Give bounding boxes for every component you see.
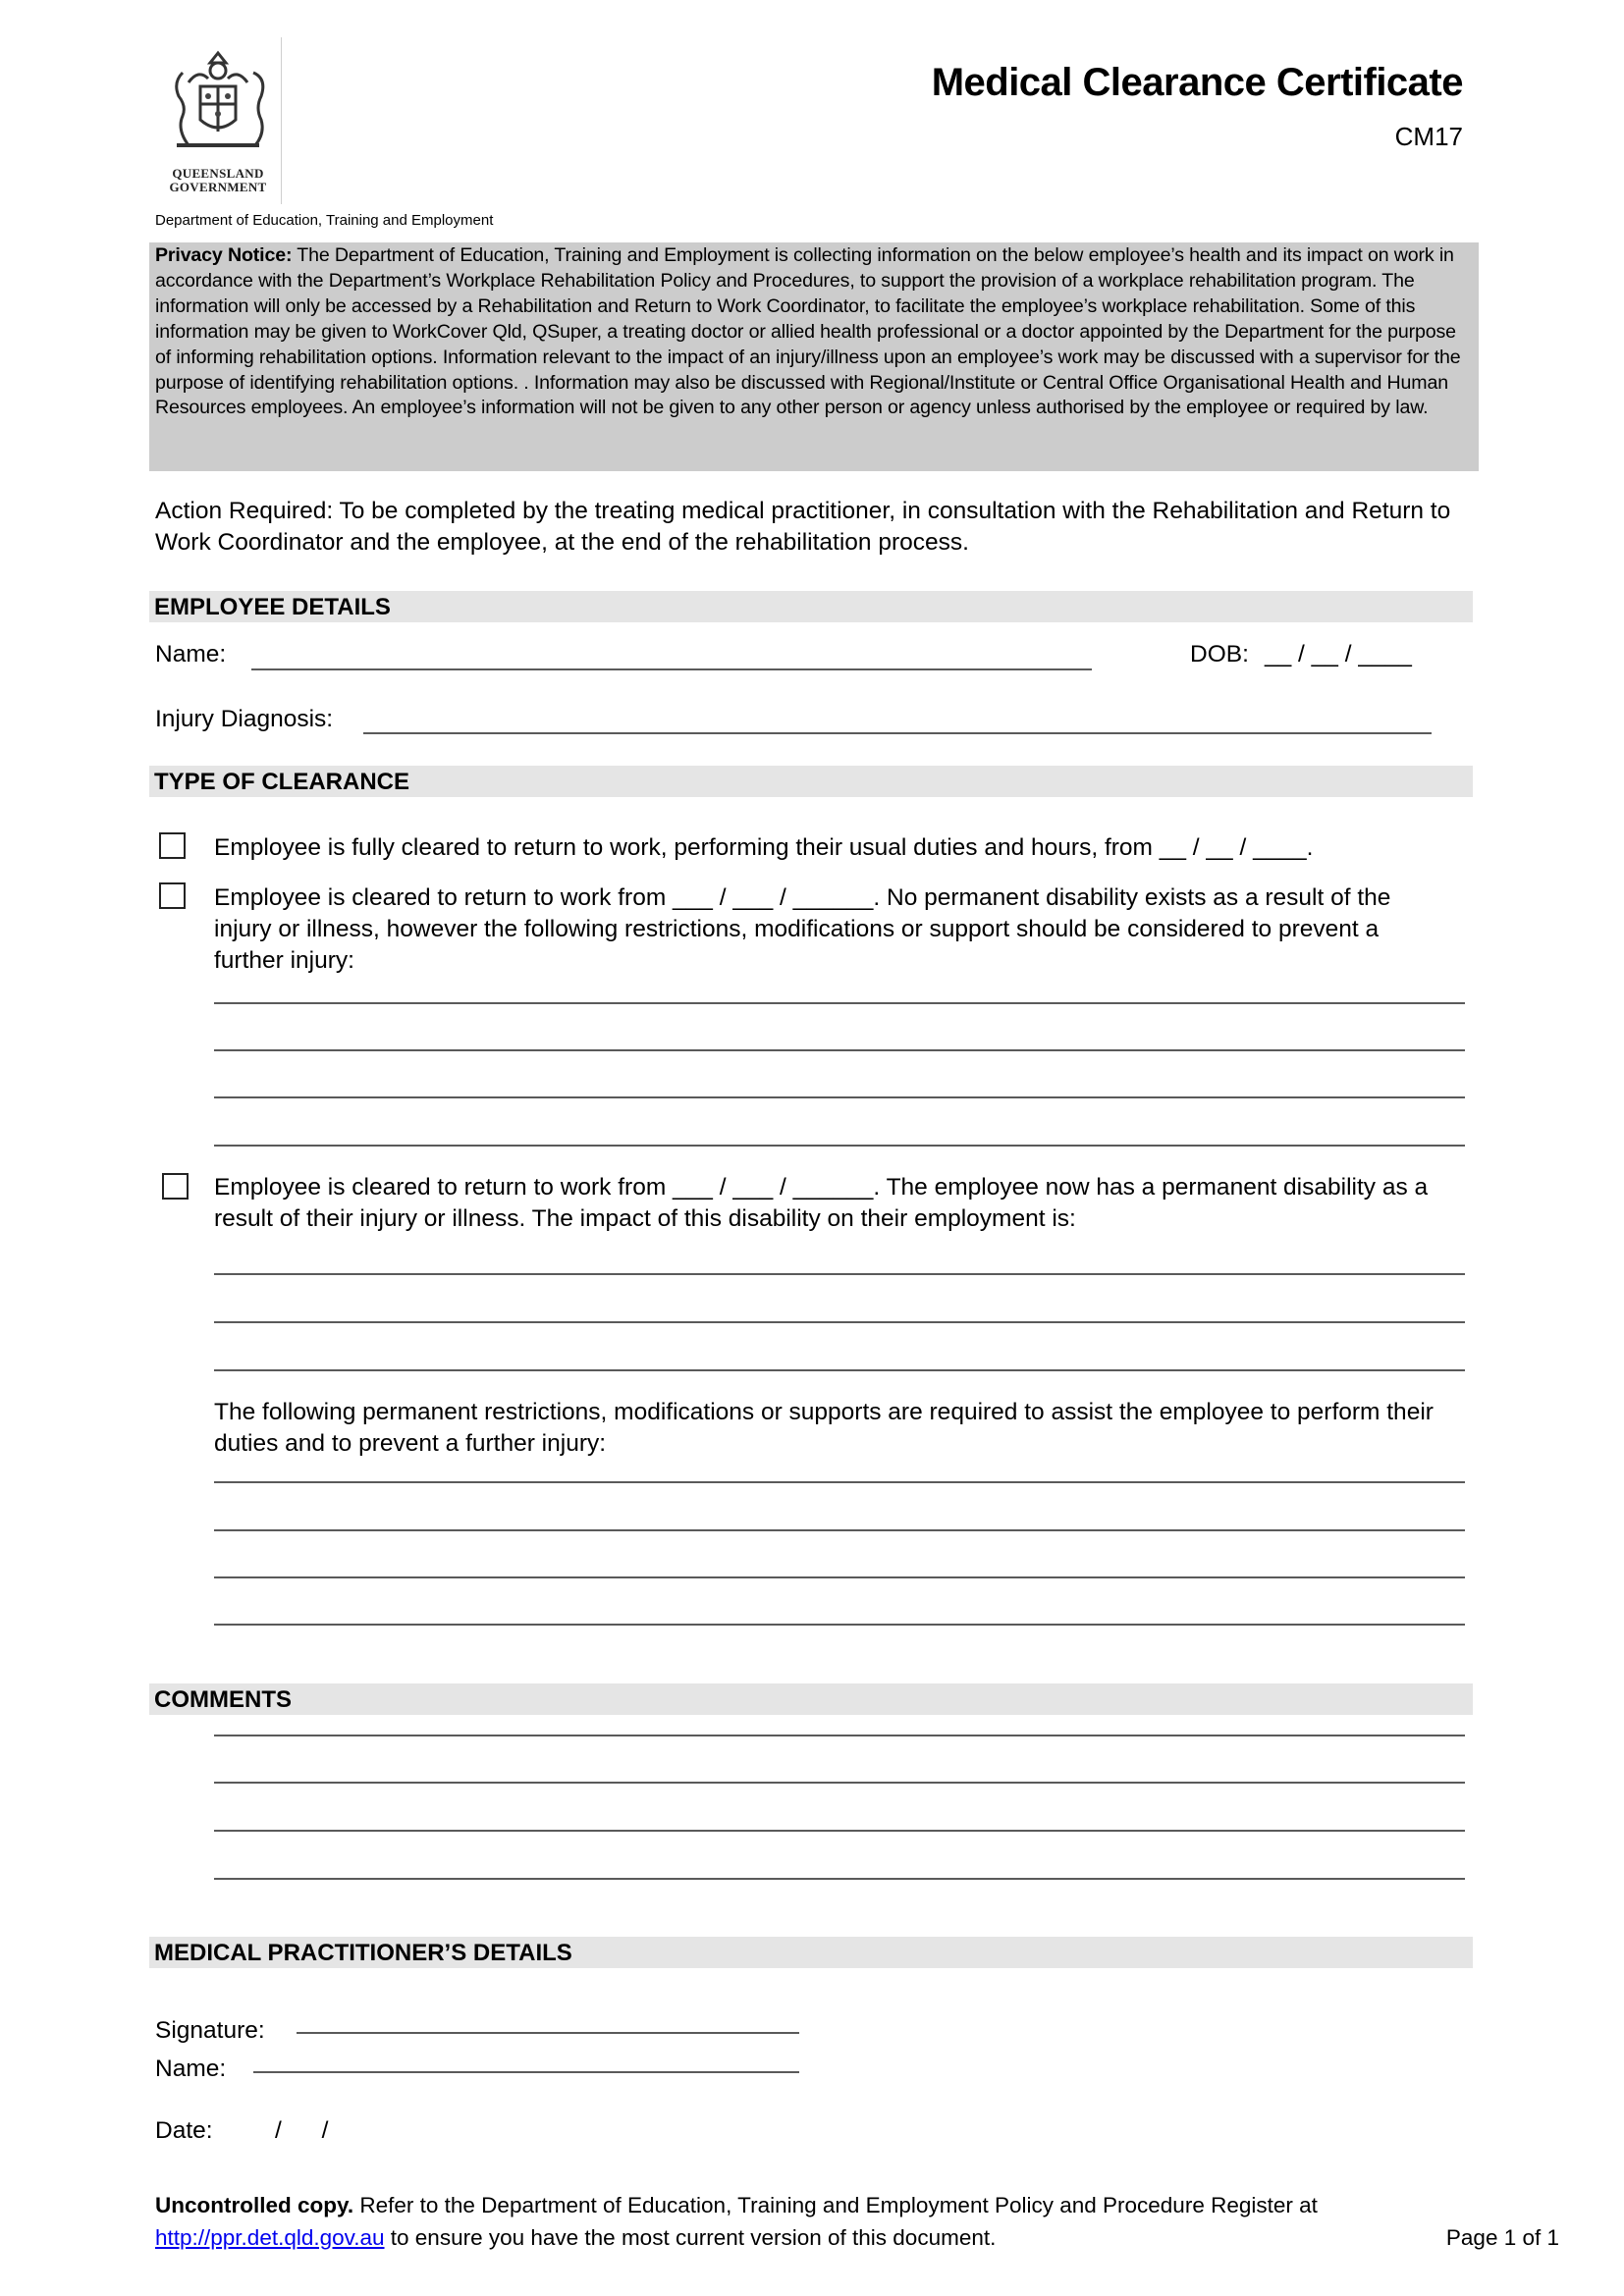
action-required: Action Required: To be completed by the treating medical practitioner, in consultation with the Rehabilitation and Return to Work Coordinator and the employee, at the end of the rehabilitation process. bbox=[155, 498, 1451, 556]
footer-text-2: to ensure you have the most current version of this document. bbox=[390, 2225, 997, 2250]
restricted-clearance-checkbox[interactable] bbox=[159, 882, 186, 909]
section-medical-practitioner: MEDICAL PRACTITIONER’S DETAILS bbox=[149, 1937, 1473, 1968]
section-employee-details: EMPLOYEE DETAILS bbox=[149, 591, 1473, 622]
comments-line-2[interactable] bbox=[214, 1782, 1465, 1784]
section-comments: COMMENTS bbox=[149, 1683, 1473, 1715]
permanent-restrictions-line-4[interactable] bbox=[214, 1624, 1465, 1626]
page-title: Medical Clearance Certificate bbox=[931, 61, 1463, 104]
comments-line-3[interactable] bbox=[214, 1830, 1465, 1832]
permanent-restrictions-line-1[interactable] bbox=[214, 1481, 1465, 1483]
comments-line-1[interactable] bbox=[214, 1735, 1465, 1736]
date-field[interactable]: / / bbox=[275, 2117, 329, 2144]
disability-impact-line-3[interactable] bbox=[214, 1369, 1465, 1371]
queensland-government-logo bbox=[155, 37, 282, 204]
injury-diagnosis-field[interactable] bbox=[363, 732, 1432, 734]
section-type-of-clearance: TYPE OF CLEARANCE bbox=[149, 766, 1473, 797]
full-clearance-text: Employee is fully cleared to return to work, performing their usual duties and hours, from __ / __ / ____. bbox=[214, 834, 1314, 861]
footer bbox=[155, 2189, 1559, 2254]
logo-text-government: GOVERNMENT bbox=[169, 180, 267, 194]
privacy-notice-label: Privacy Notice: bbox=[155, 244, 293, 266]
permanent-restrictions-text: The following permanent restrictions, modifications or supports are required to assist the employee to perform their duties and to prevent a further injury: bbox=[214, 1399, 1434, 1457]
restrictions-line-1[interactable] bbox=[214, 1002, 1465, 1004]
page-number: Page 1 of 1 bbox=[1445, 2225, 1559, 2250]
practitioner-name-label: Name: bbox=[155, 2056, 227, 2082]
disability-impact-line-2[interactable] bbox=[214, 1321, 1465, 1323]
employee-name-label: Name: bbox=[155, 641, 227, 667]
restrictions-line-2[interactable] bbox=[214, 1049, 1465, 1051]
uncontrolled-copy-label: Uncontrolled copy. bbox=[155, 2193, 354, 2217]
department-name: Department of Education, Training and Employment bbox=[155, 212, 494, 229]
dob-field[interactable]: __ / __ / ____ bbox=[1265, 641, 1412, 667]
signature-field[interactable] bbox=[297, 2032, 799, 2034]
comments-line-4[interactable] bbox=[214, 1878, 1465, 1880]
privacy-notice bbox=[149, 242, 1479, 471]
signature-label: Signature: bbox=[155, 2017, 265, 2044]
permanent-restrictions-line-3[interactable] bbox=[214, 1576, 1465, 1578]
date-label: Date: bbox=[155, 2117, 213, 2144]
permanent-disability-text: Employee is cleared to return to work from ___ / ___ / ______. The employee now has a permanent disability as a result of their injury or illness. The impact of this disability on their employment is: bbox=[214, 1174, 1429, 1232]
privacy-notice-text: The Department of Education, Training and Employment is collecting information on the below employee’s health and its impact on work in accordance with the Department’s Workplace Rehabilitation Policy and Procedures, to support the provision of a workplace rehabilitation program. The information will only be accessed by a Rehabilitation and Return to Work Coordinator, to facilitate the employee’s workplace rehabilitation. Some of this information may be given to WorkCover Qld, QSuper, a treating doctor or allied health professional or a doctor appointed by the Department for the purpose of informing rehabilitation options. Information relevant to the impact of an injury/illness upon an employee’s work may be discussed with a supervisor for the purpose of identifying rehabilitation options. . Information may also be discussed with Regional/Institute or Central Office Organisational Health and Human Resources employees. An employee’s information will not be given to any other person or agency unless authorised by the employee or required by law. bbox=[155, 244, 1461, 419]
full-clearance-checkbox[interactable] bbox=[159, 832, 186, 859]
permanent-restrictions-line-2[interactable] bbox=[214, 1529, 1465, 1531]
restricted-clearance-text: Employee is cleared to return to work from ___ / ___ / ______. No permanent disability exists as a result of the injury or illness, however the following restrictions, modifications or support should be considered to prevent a further injury: bbox=[214, 884, 1391, 974]
policy-register-link[interactable]: http://ppr.det.qld.gov.au bbox=[155, 2225, 385, 2250]
employee-name-field[interactable] bbox=[251, 668, 1092, 670]
form-code: CM17 bbox=[1394, 122, 1463, 151]
injury-diagnosis-label: Injury Diagnosis: bbox=[155, 706, 334, 732]
dob-label: DOB: bbox=[1190, 641, 1249, 667]
footer-text-1: Refer to the Department of Education, Training and Employment Policy and Procedure Register at bbox=[359, 2193, 1318, 2217]
practitioner-name-field[interactable] bbox=[253, 2071, 799, 2073]
permanent-disability-checkbox[interactable] bbox=[162, 1173, 189, 1200]
coat-of-arms-icon bbox=[163, 43, 273, 161]
restrictions-line-4[interactable] bbox=[214, 1145, 1465, 1147]
logo-text-queensland: QUEENSLAND bbox=[172, 166, 264, 181]
restrictions-line-3[interactable] bbox=[214, 1096, 1465, 1098]
disability-impact-line-1[interactable] bbox=[214, 1273, 1465, 1275]
